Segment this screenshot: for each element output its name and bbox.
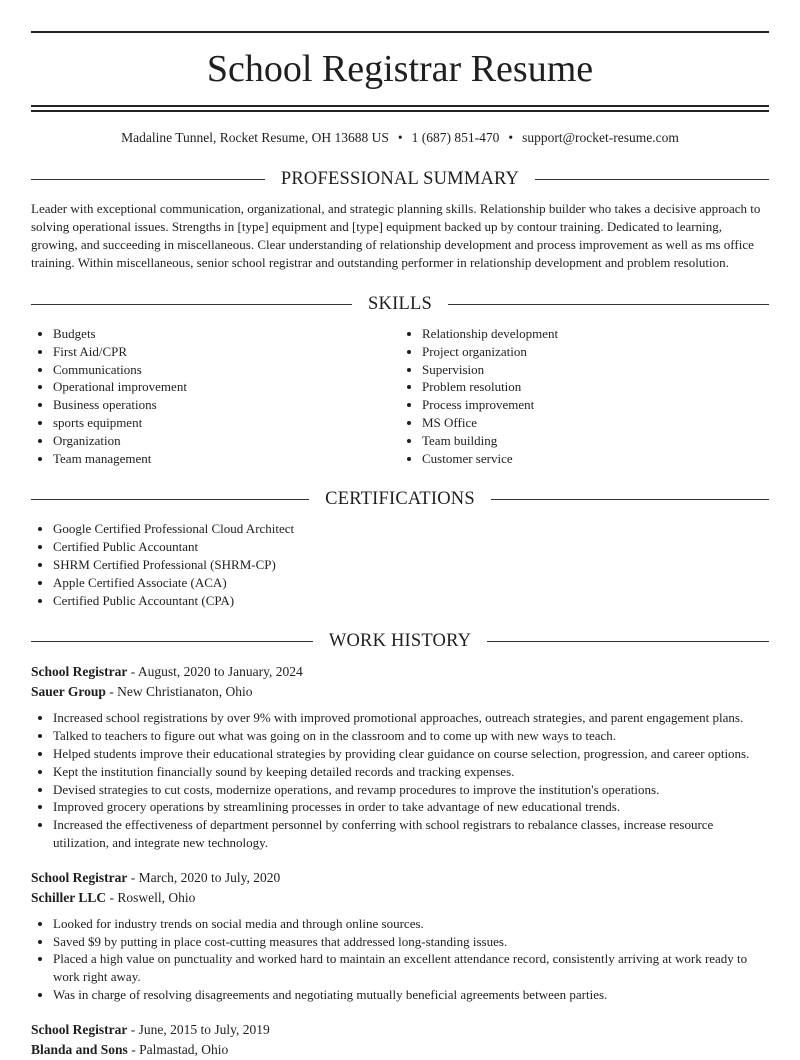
certifications-heading-label: CERTIFICATIONS	[325, 489, 475, 510]
job-bullet: • Was in charge of resolving disagreements and negotiating mutually beneficial agreements between parties.	[53, 986, 769, 1004]
job-entry	[31, 868, 769, 1004]
skill-item: • Business operations	[53, 396, 400, 414]
title-double-rule	[31, 105, 769, 112]
contact-line	[31, 129, 769, 147]
contact-separator: •	[397, 130, 403, 145]
job-bullet: • Increased school registrations by over 9% with improved promotional approaches, outreach strategies, and parent engagement plans.	[53, 709, 769, 727]
summary-heading-label: PROFESSIONAL SUMMARY	[280, 169, 520, 189]
job-bullet: • Talked to teachers to figure out what was going on in the classroom and to come up with new ways to teach.	[53, 727, 769, 745]
job-bullets	[31, 915, 769, 1004]
job-entry	[31, 1020, 769, 1060]
skill-item: • Supervision	[422, 361, 769, 379]
summary-heading	[31, 167, 769, 191]
job-location: New Christianaton, Ohio	[117, 684, 253, 700]
heading-rule-right	[448, 304, 769, 305]
skill-item: • Organization	[53, 432, 400, 450]
skill-item: • Communications	[53, 361, 400, 379]
skill-item: • Budgets	[53, 325, 400, 343]
job-bullet: • Placed a high value on punctuality and worked hard to maintain an excellent attendance record, consistently arriving at work ready to work right away.	[53, 950, 769, 986]
job-role-line: School Registrar - August, 2020 to January, 2024	[31, 664, 303, 680]
skill-item: • Team building	[422, 432, 769, 450]
resume-page	[31, 0, 769, 1060]
job-bullet: • Increased the effectiveness of department personnel by conferring with school registrars to rebalance classes, increase resource utilization, and integrate new technology.	[53, 816, 769, 852]
job-title: School Registrar	[31, 869, 128, 885]
job-role-line: School Registrar - June, 2015 to July, 2019	[31, 1021, 270, 1037]
job-company-line: Sauer Group - New Christianaton, Ohio	[31, 684, 253, 700]
heading-rule-left	[31, 641, 313, 642]
job-company-line: Schiller LLC - Roswell, Ohio	[31, 889, 196, 905]
certifications-heading	[31, 487, 769, 511]
skills-columns	[31, 325, 769, 467]
certification-item: • Google Certified Professional Cloud Architect	[53, 520, 769, 538]
job-location: Roswell, Ohio	[117, 889, 196, 905]
job-company-line: Blanda and Sons - Palmastad, Ohio	[31, 1041, 229, 1057]
skills-list-right	[400, 325, 769, 467]
heading-rule-left	[31, 499, 309, 500]
job-dates: March, 2020 to July, 2020	[138, 869, 281, 885]
work-history-heading-label: WORK HISTORY	[328, 631, 472, 652]
work-history-heading	[31, 629, 769, 653]
skill-item: • Customer service	[422, 450, 769, 468]
contact-email: support@rocket-resume.com	[522, 130, 679, 145]
summary-text: Leader with exceptional communication, organizational, and strategic planning skills. Relationship builder who takes a decisive approach to solving operational issues. Strengths in [type] equipment and [type] equipment backed up by contour training. Dedicated to learning, growing, and succeeding in miscellaneous. Clear understanding of relationship development and process improvement as well as ms office training. Within miscellaneous, senior school registrar and outstanding performer in relationship development and problem resolution.	[31, 201, 761, 270]
skills-heading-label: SKILLS	[368, 294, 432, 314]
certification-item: • SHRM Certified Professional (SHRM-CP)	[53, 556, 769, 574]
skill-item: • MS Office	[422, 414, 769, 432]
heading-rule-right	[535, 179, 769, 180]
certification-item: • Certified Public Accountant (CPA)	[53, 592, 769, 610]
job-bullet: • Devised strategies to cut costs, modernize operations, and revamp procedures to improve the institution's operations.	[53, 781, 769, 799]
page-title: School Registrar Resume	[206, 48, 594, 90]
job-entry	[31, 662, 769, 851]
job-bullet: • Saved $9 by putting in place cost-cutting measures that addressed long-standing issues.	[53, 933, 769, 951]
skill-item: • Relationship development	[422, 325, 769, 343]
certification-item: • Apple Certified Associate (ACA)	[53, 574, 769, 592]
skill-item: • Operational improvement	[53, 378, 400, 396]
certification-item: • Certified Public Accountant	[53, 538, 769, 556]
job-company: Schiller LLC	[31, 889, 107, 905]
skill-item: • Project organization	[422, 343, 769, 361]
skill-item: • sports equipment	[53, 414, 400, 432]
skills-heading	[31, 292, 769, 316]
job-bullet: • Improved grocery operations by streamlining processes in order to take advantage of new educational trends.	[53, 798, 769, 816]
skill-item: • Team management	[53, 450, 400, 468]
job-role-line: School Registrar - March, 2020 to July, 2020	[31, 869, 281, 885]
skill-item: • Problem resolution	[422, 378, 769, 396]
job-company: Blanda and Sons	[31, 1041, 128, 1057]
heading-rule-left	[31, 304, 352, 305]
job-location: Palmastad, Ohio	[139, 1041, 229, 1057]
job-dates: June, 2015 to July, 2019	[138, 1021, 270, 1037]
job-title: School Registrar	[31, 664, 128, 680]
job-dates: August, 2020 to January, 2024	[137, 664, 303, 680]
job-bullet: • Kept the institution financially sound by keeping detailed records and tracking expenses.	[53, 763, 769, 781]
job-bullets	[31, 709, 769, 851]
skills-list-left	[31, 325, 400, 467]
job-company: Sauer Group	[31, 684, 106, 700]
contact-phone: 1 (687) 851-470	[411, 130, 500, 145]
skill-item: • Process improvement	[422, 396, 769, 414]
job-bullet: • Looked for industry trends on social media and through online sources.	[53, 915, 769, 933]
job-bullet: • Helped students improve their educational strategies by providing clear guidance on course selection, progression, and career options.	[53, 745, 769, 763]
heading-rule-right	[487, 641, 769, 642]
skill-item: • First Aid/CPR	[53, 343, 400, 361]
job-title: School Registrar	[31, 1021, 128, 1037]
heading-rule-right	[491, 499, 769, 500]
contact-separator: •	[508, 130, 514, 145]
heading-rule-left	[31, 179, 265, 180]
contact-address: Madaline Tunnel, Rocket Resume, OH 13688 US	[121, 130, 389, 145]
certifications-list	[31, 520, 769, 609]
